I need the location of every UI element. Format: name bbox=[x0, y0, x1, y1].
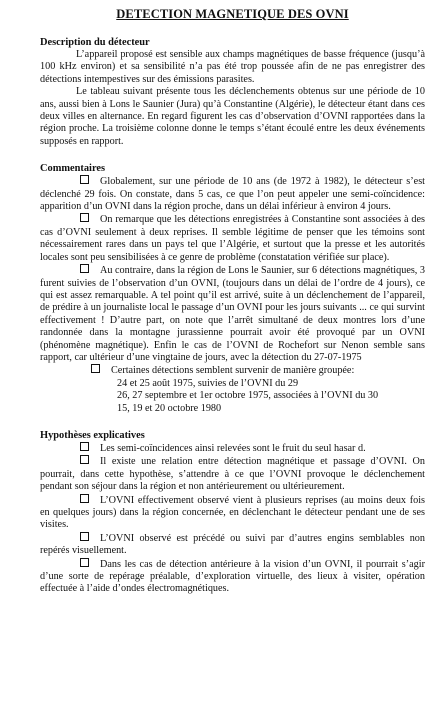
section-heading: Hypothèses explicatives bbox=[40, 429, 145, 441]
checkbox-bullet-icon bbox=[80, 213, 89, 222]
section-comments bbox=[40, 162, 425, 415]
checkbox-bullet-icon bbox=[80, 455, 89, 464]
checkbox-bullet-icon bbox=[80, 494, 89, 503]
checkbox-bullet-icon bbox=[80, 442, 89, 451]
paragraph: Le tableau suivant présente tous les déclenchements obtenus sur une période de 10 ans, aussi bien à Lons le Saunier (Jura) qu’à Constantine (Algérie), le détecteur étant dans ces deux villes en alternance. En regard figurent les cas d’observation d’OVNI rapportées dans la région proche. La troisième colonne donne le temps s’étant écoulé entre les deux événements supposés en rapport. bbox=[40, 86, 425, 147]
paragraph-text: Il existe une relation entre détection magnétique et passage d’OVNI. On pourrait, dans cette hypothèse, s’attendre à ce que l’OVNI provoque le déclenchement pendant son séjour dans la région et non antérieurement ou ultérieurement. bbox=[40, 456, 425, 493]
section-heading: Commentaires bbox=[40, 163, 106, 175]
bullet-paragraph bbox=[40, 558, 425, 596]
grouped-intro-text: Certaines détections semblent survenir de manière groupée: bbox=[111, 365, 355, 377]
paragraph-text: L’OVNI effectivement observé vient à plusieurs reprises (au moins deux fois en quelques jours) dans la région concernée, en déclenchant le détecteur pendant une de ses visites. bbox=[40, 494, 425, 531]
checkbox-bullet-icon bbox=[80, 532, 89, 541]
checkbox-bullet-icon bbox=[91, 364, 100, 373]
bullet-paragraph bbox=[40, 442, 425, 455]
section-hypotheses bbox=[40, 429, 425, 596]
list-item: 15, 19 et 20 octobre 1980 bbox=[117, 402, 222, 414]
page-title: DETECTION MAGNETIQUE DES OVNI bbox=[116, 7, 349, 21]
grouped-intro bbox=[91, 364, 425, 377]
section-heading: Description du détecteur bbox=[40, 37, 150, 48]
paragraph-text: Dans les cas de détection antérieure à la vision d’un OVNI, il pourrait s’agir d’une sorte de repérage préalable, d’exploration virtuelle, des lieux à visiter, opération effectuée à l’aide d’ondes électromagnétiques. bbox=[40, 558, 425, 595]
paragraph-text: L’OVNI observé est précédé ou suivi par d’autres engins semblables non repérés visuellement. bbox=[40, 532, 425, 557]
bullet-paragraph bbox=[40, 264, 425, 364]
grouped-list bbox=[40, 378, 425, 415]
paragraph: L’appareil proposé est sensible aux champs magnétiques de basse fréquence (jusqu’à 100 kHz environ) et sa sensibilité n’a pas été trop poussée afin de ne pas enregistrer des détections intempestives sur des émissions parasites. bbox=[40, 49, 425, 85]
checkbox-bullet-icon bbox=[80, 175, 89, 184]
bullet-paragraph bbox=[40, 455, 425, 493]
paragraph-text: Les semi-coïncidences ainsi relevées sont le fruit du seul hasar d. bbox=[100, 442, 366, 454]
checkbox-bullet-icon bbox=[80, 264, 89, 273]
paragraph-text: Globalement, sur une période de 10 ans (de 1972 à 1982), le détecteur s’est déclenché 29 fois. On constate, dans 5 cas, ce que l’on peut appeler une semi-coïncidence: apparition d’un OVNI dans la région proche, dans un délai inférieur à environ 4 jours. bbox=[40, 176, 425, 213]
paragraph-text: Au contraire, dans la région de Lons le Saunier, sur 6 détections magnétiques, 3 furent suivies de l’observation d’un OVNI, (toujours dans un délai de l’ordre de 4 jours), ce qui est assez remarquable. A tel point qu’il est arrivé, suite à un déclenchement de l’appareil, de prédire à un journaliste local le passage d’un OVNI pour les jours suivants ... ce qui survint effectivement ! D’autre part, on note que l’arrêt simultané de deux montres lors d’une randonnée dans la montagne jurassienne pourrait avoir été provoqué par un OVNI (phénomène magnétique). Enfin le cas de l’OVNI de Rochefort sur Nenon semble sans rapport, car ultérieur d’une vingtaine de jours, avec la détection du 27-07-1975 bbox=[40, 265, 425, 363]
list-item: 26, 27 septembre et 1er octobre 1975, associées à l’OVNI du 30 bbox=[117, 390, 379, 402]
checkbox-bullet-icon bbox=[80, 558, 89, 567]
list-item: 24 et 25 août 1975, suivies de l’OVNI du 29 bbox=[117, 377, 299, 389]
paragraph-text: On remarque que les détections enregistrées à Constantine sont associées à des cas d’OVNI seulement à deux reprises. Il semble légitime de penser que les témoins sont nécessairement rares dans un pays tel que l’Algérie, et surtout que la presse et les autorités locales sont peu sensibilisées à ce genre de problème (constatation vérifiée sur place). bbox=[40, 214, 425, 263]
bullet-paragraph bbox=[40, 494, 425, 532]
bullet-paragraph bbox=[40, 213, 425, 264]
grouped-detections bbox=[40, 364, 425, 377]
section-description bbox=[40, 36, 425, 148]
bullet-paragraph bbox=[40, 532, 425, 558]
bullet-paragraph bbox=[40, 175, 425, 213]
document-page bbox=[40, 7, 425, 596]
